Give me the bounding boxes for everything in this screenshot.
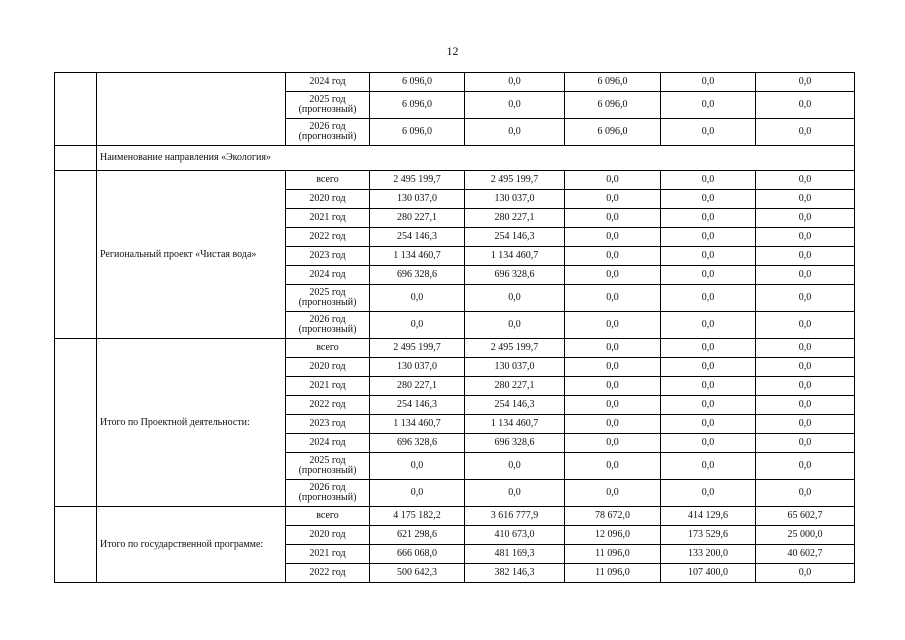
amount-cell: 0,0 — [565, 209, 661, 228]
amount-cell: 0,0 — [565, 415, 661, 434]
amount-cell: 0,0 — [565, 266, 661, 285]
amount-cell: 0,0 — [565, 285, 661, 312]
year-cell: 2026 год (прогнозный) — [286, 119, 370, 146]
amount-cell: 254 146,3 — [465, 396, 565, 415]
amount-cell: 696 328,6 — [465, 266, 565, 285]
amount-cell: 254 146,3 — [465, 228, 565, 247]
label-cell — [97, 73, 286, 146]
amount-cell: 2 495 199,7 — [370, 339, 465, 358]
table-row — [55, 73, 855, 92]
amount-cell: 0,0 — [661, 434, 756, 453]
amount-cell: 0,0 — [756, 92, 855, 119]
amount-cell: 696 328,6 — [465, 434, 565, 453]
year-cell: 2024 год — [286, 434, 370, 453]
amount-cell: 0,0 — [661, 285, 756, 312]
amount-cell: 0,0 — [465, 285, 565, 312]
amount-cell: 133 200,0 — [661, 545, 756, 564]
amount-cell: 0,0 — [756, 119, 855, 146]
amount-cell: 0,0 — [756, 73, 855, 92]
amount-cell: 0,0 — [661, 228, 756, 247]
amount-cell: 12 096,0 — [565, 526, 661, 545]
amount-cell: 130 037,0 — [465, 358, 565, 377]
amount-cell: 0,0 — [465, 119, 565, 146]
group-label: Итого по Проектной деятельности: — [97, 339, 286, 507]
amount-cell: 280 227,1 — [370, 377, 465, 396]
amount-cell: 40 602,7 — [756, 545, 855, 564]
amount-cell: 0,0 — [661, 358, 756, 377]
table-row — [55, 507, 855, 526]
amount-cell: 0,0 — [661, 209, 756, 228]
section-heading: Наименование направления «Экология» — [97, 146, 855, 171]
amount-cell: 0,0 — [661, 266, 756, 285]
number-cell — [55, 73, 97, 146]
number-cell — [55, 171, 97, 339]
amount-cell: 0,0 — [370, 480, 465, 507]
amount-cell: 621 298,6 — [370, 526, 465, 545]
amount-cell: 0,0 — [756, 415, 855, 434]
amount-cell: 0,0 — [661, 312, 756, 339]
year-cell: 2025 год (прогнозный) — [286, 453, 370, 480]
year-cell: 2026 год (прогнозный) — [286, 480, 370, 507]
amount-cell: 0,0 — [756, 358, 855, 377]
number-cell — [55, 507, 97, 583]
amount-cell: 0,0 — [370, 453, 465, 480]
table-row — [55, 339, 855, 358]
amount-cell: 666 068,0 — [370, 545, 465, 564]
amount-cell: 0,0 — [756, 209, 855, 228]
amount-cell: 65 602,7 — [756, 507, 855, 526]
year-cell: 2026 год (прогнозный) — [286, 312, 370, 339]
amount-cell: 0,0 — [661, 480, 756, 507]
amount-cell: 130 037,0 — [370, 190, 465, 209]
amount-cell: 0,0 — [756, 564, 855, 583]
amount-cell: 0,0 — [756, 190, 855, 209]
year-cell: 2022 год — [286, 564, 370, 583]
year-cell: 2025 год (прогнозный) — [286, 285, 370, 312]
year-cell: 2021 год — [286, 377, 370, 396]
amount-cell: 0,0 — [661, 73, 756, 92]
amount-cell: 500 642,3 — [370, 564, 465, 583]
year-cell: 2023 год — [286, 247, 370, 266]
amount-cell: 6 096,0 — [565, 92, 661, 119]
year-cell: 2022 год — [286, 228, 370, 247]
table-row — [55, 171, 855, 190]
amount-cell: 25 000,0 — [756, 526, 855, 545]
amount-cell: 0,0 — [756, 171, 855, 190]
amount-cell: 130 037,0 — [465, 190, 565, 209]
amount-cell: 78 672,0 — [565, 507, 661, 526]
amount-cell: 6 096,0 — [565, 73, 661, 92]
amount-cell: 0,0 — [756, 396, 855, 415]
amount-cell: 280 227,1 — [370, 209, 465, 228]
amount-cell: 0,0 — [565, 247, 661, 266]
number-cell — [55, 339, 97, 507]
budget-table — [54, 72, 855, 583]
amount-cell: 0,0 — [565, 453, 661, 480]
amount-cell: 0,0 — [565, 190, 661, 209]
amount-cell: 4 175 182,2 — [370, 507, 465, 526]
amount-cell: 0,0 — [565, 171, 661, 190]
amount-cell: 0,0 — [370, 285, 465, 312]
group-label: Итого по государственной программе: — [97, 507, 286, 583]
year-cell: всего — [286, 507, 370, 526]
amount-cell: 11 096,0 — [565, 545, 661, 564]
amount-cell: 0,0 — [565, 396, 661, 415]
amount-cell: 6 096,0 — [370, 73, 465, 92]
amount-cell: 414 129,6 — [661, 507, 756, 526]
page-number: 12 — [446, 44, 459, 58]
year-cell: 2022 год — [286, 396, 370, 415]
year-cell: 2020 год — [286, 358, 370, 377]
amount-cell: 0,0 — [565, 434, 661, 453]
amount-cell: 0,0 — [565, 358, 661, 377]
amount-cell: 254 146,3 — [370, 228, 465, 247]
amount-cell: 0,0 — [465, 73, 565, 92]
amount-cell: 0,0 — [465, 312, 565, 339]
amount-cell: 0,0 — [756, 480, 855, 507]
amount-cell: 382 146,3 — [465, 564, 565, 583]
amount-cell: 0,0 — [661, 453, 756, 480]
section-row — [55, 146, 855, 171]
amount-cell: 0,0 — [661, 119, 756, 146]
amount-cell: 6 096,0 — [370, 92, 465, 119]
amount-cell: 0,0 — [756, 247, 855, 266]
amount-cell: 6 096,0 — [565, 119, 661, 146]
amount-cell: 0,0 — [565, 228, 661, 247]
year-cell: 2020 год — [286, 190, 370, 209]
amount-cell: 0,0 — [756, 285, 855, 312]
group-label: Региональный проект «Чистая вода» — [97, 171, 286, 339]
year-cell: 2021 год — [286, 545, 370, 564]
year-cell: 2024 год — [286, 266, 370, 285]
amount-cell: 11 096,0 — [565, 564, 661, 583]
amount-cell: 410 673,0 — [465, 526, 565, 545]
amount-cell: 173 529,6 — [661, 526, 756, 545]
amount-cell: 0,0 — [756, 434, 855, 453]
amount-cell: 0,0 — [661, 339, 756, 358]
amount-cell: 0,0 — [465, 453, 565, 480]
amount-cell: 2 495 199,7 — [465, 339, 565, 358]
amount-cell: 0,0 — [756, 228, 855, 247]
amount-cell: 0,0 — [465, 480, 565, 507]
amount-cell: 0,0 — [756, 339, 855, 358]
amount-cell: 0,0 — [661, 190, 756, 209]
amount-cell: 0,0 — [661, 396, 756, 415]
amount-cell: 2 495 199,7 — [370, 171, 465, 190]
amount-cell: 3 616 777,9 — [465, 507, 565, 526]
amount-cell: 696 328,6 — [370, 434, 465, 453]
amount-cell: 0,0 — [756, 453, 855, 480]
amount-cell: 0,0 — [661, 247, 756, 266]
amount-cell: 481 169,3 — [465, 545, 565, 564]
amount-cell: 0,0 — [661, 92, 756, 119]
amount-cell: 696 328,6 — [370, 266, 465, 285]
year-cell: 2021 год — [286, 209, 370, 228]
year-cell: 2025 год (прогнозный) — [286, 92, 370, 119]
amount-cell: 0,0 — [756, 377, 855, 396]
amount-cell: 6 096,0 — [370, 119, 465, 146]
amount-cell: 280 227,1 — [465, 209, 565, 228]
amount-cell: 2 495 199,7 — [465, 171, 565, 190]
amount-cell: 1 134 460,7 — [465, 247, 565, 266]
amount-cell: 107 400,0 — [661, 564, 756, 583]
year-cell: 2023 год — [286, 415, 370, 434]
amount-cell: 0,0 — [661, 171, 756, 190]
amount-cell: 0,0 — [756, 266, 855, 285]
amount-cell: 0,0 — [370, 312, 465, 339]
amount-cell: 130 037,0 — [370, 358, 465, 377]
amount-cell: 0,0 — [661, 415, 756, 434]
amount-cell: 0,0 — [756, 312, 855, 339]
amount-cell: 0,0 — [465, 92, 565, 119]
amount-cell: 1 134 460,7 — [370, 415, 465, 434]
year-cell: 2024 год — [286, 73, 370, 92]
amount-cell: 0,0 — [565, 377, 661, 396]
amount-cell: 280 227,1 — [465, 377, 565, 396]
amount-cell: 0,0 — [661, 377, 756, 396]
amount-cell: 0,0 — [565, 339, 661, 358]
amount-cell: 1 134 460,7 — [370, 247, 465, 266]
year-cell: всего — [286, 171, 370, 190]
amount-cell: 0,0 — [565, 312, 661, 339]
amount-cell: 254 146,3 — [370, 396, 465, 415]
amount-cell: 1 134 460,7 — [465, 415, 565, 434]
number-cell — [55, 146, 97, 171]
year-cell: всего — [286, 339, 370, 358]
year-cell: 2020 год — [286, 526, 370, 545]
amount-cell: 0,0 — [565, 480, 661, 507]
